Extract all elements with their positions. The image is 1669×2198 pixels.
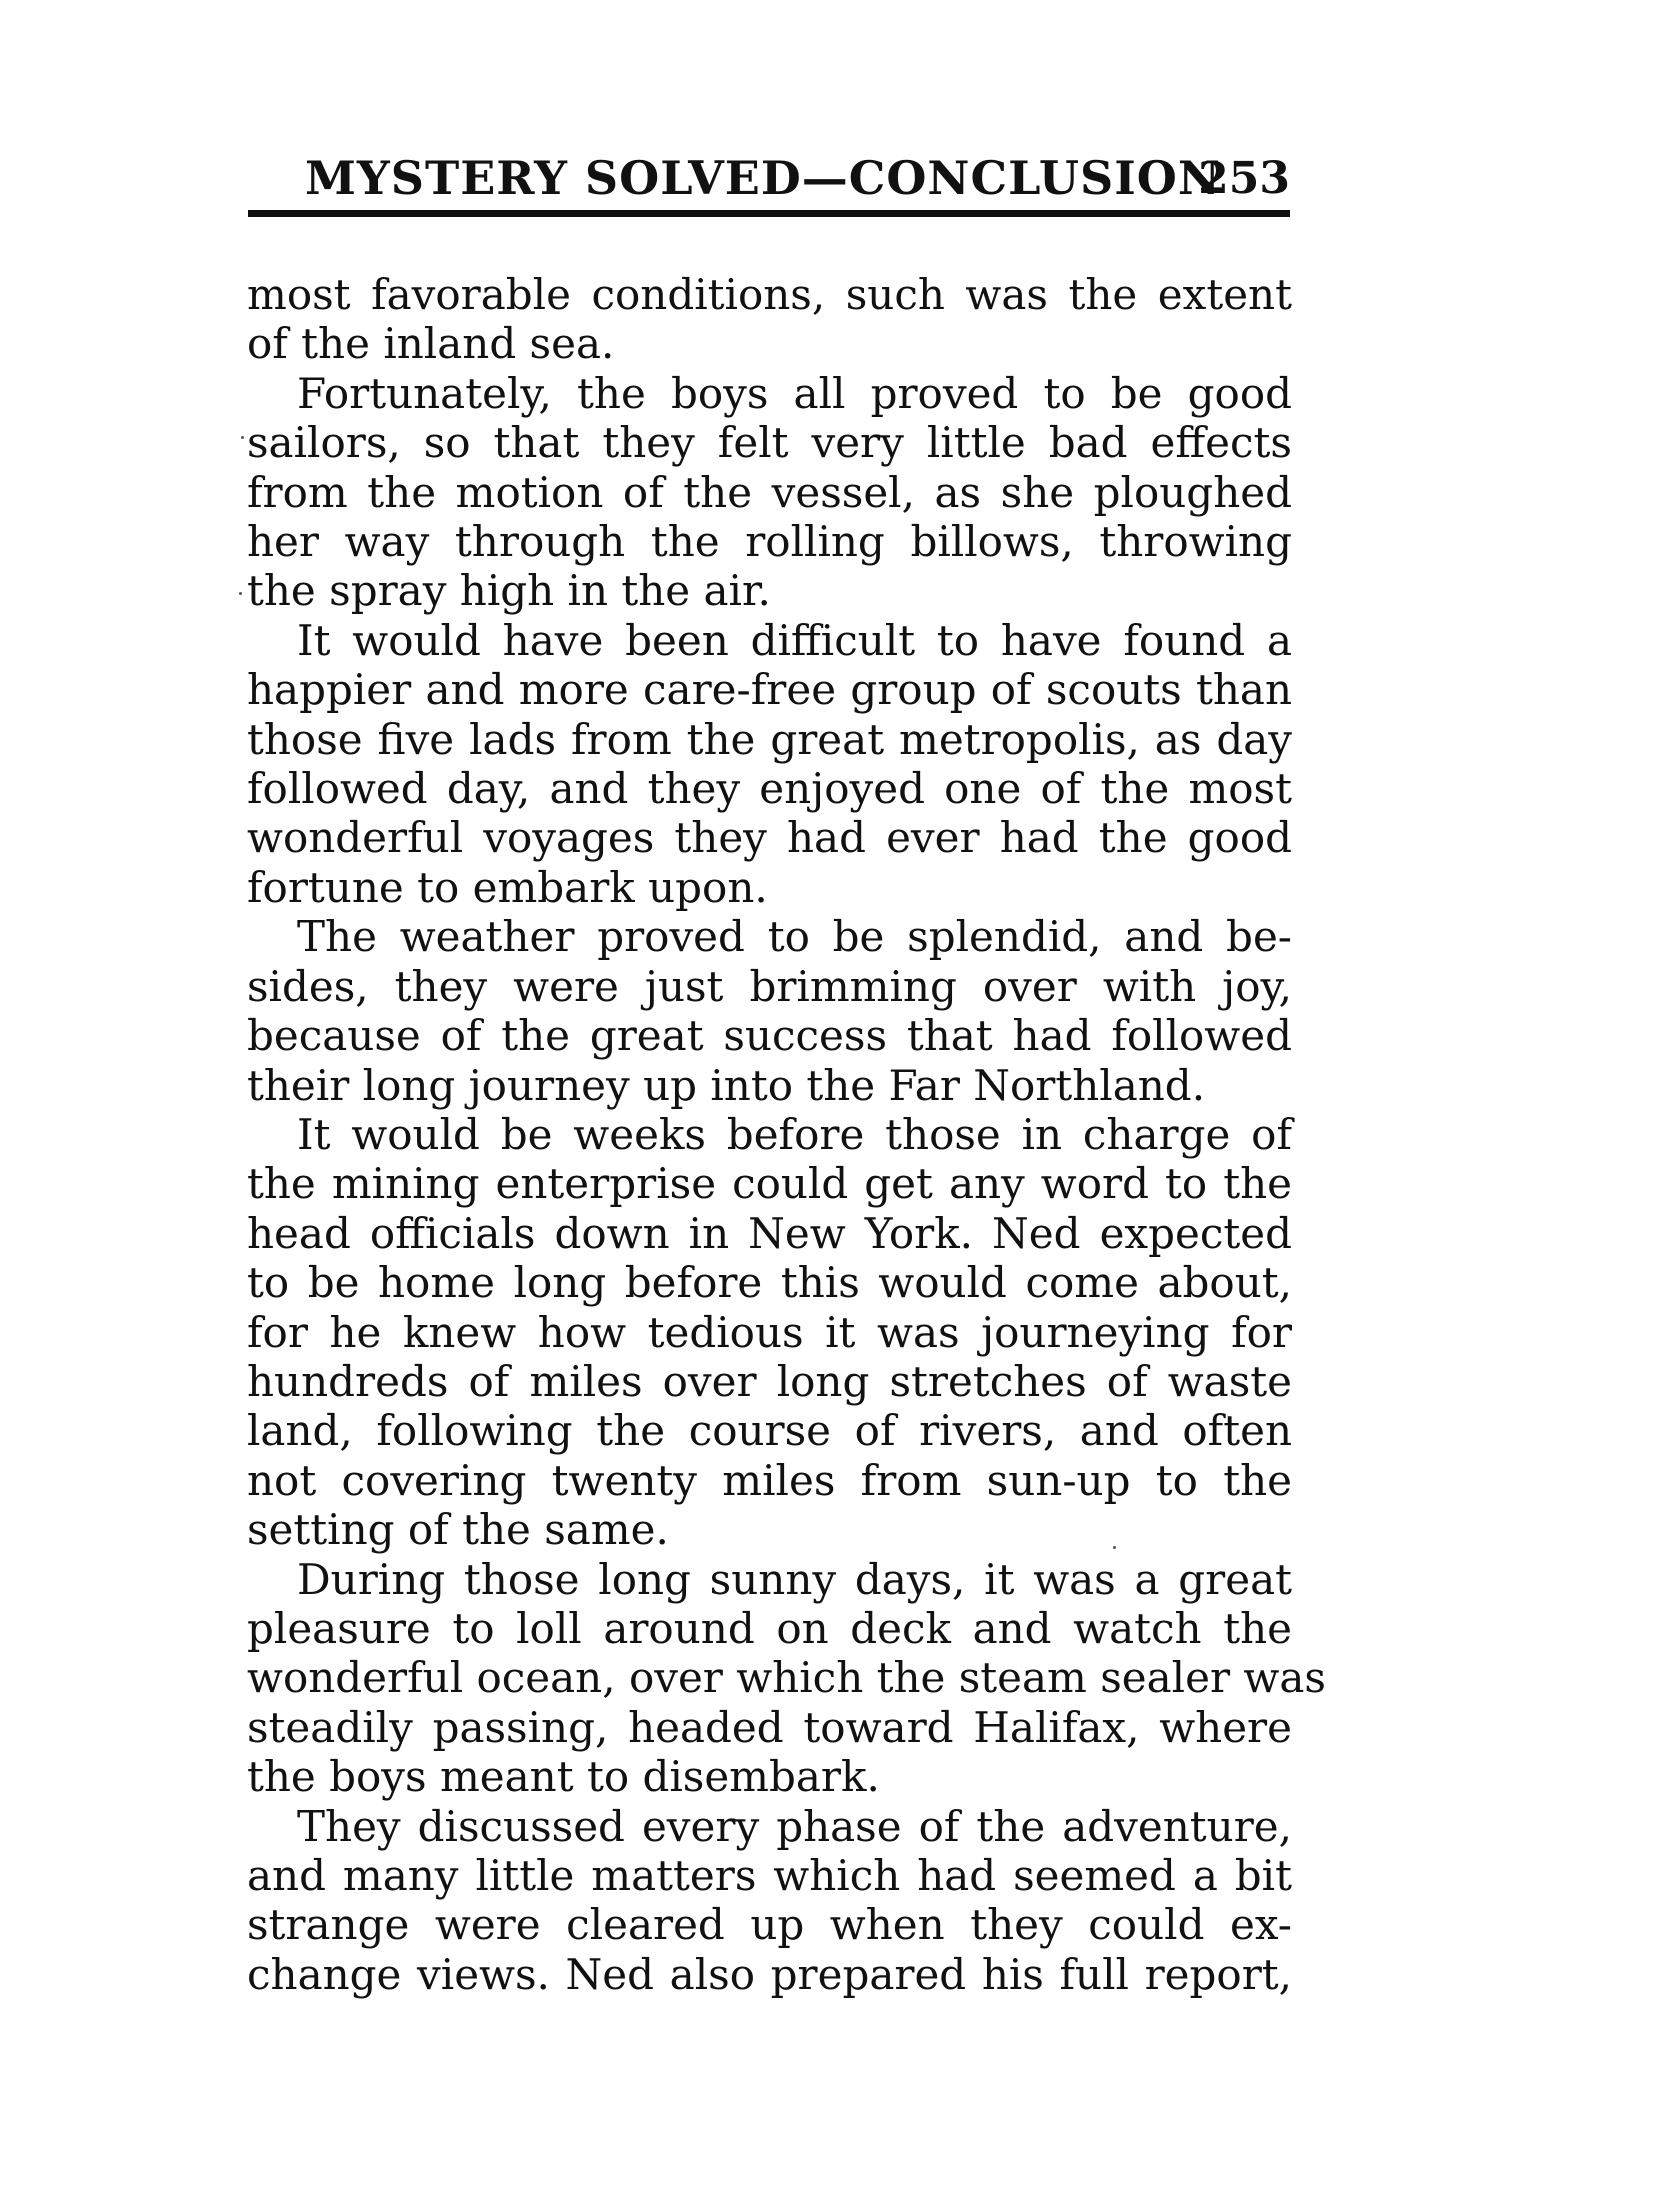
text-line: the mining enterprise could get any word to the	[247, 1159, 1292, 1209]
text-line: to be home long before this would come about,	[247, 1258, 1292, 1308]
text-line: setting of the same.	[247, 1505, 669, 1555]
running-head	[245, 145, 1290, 215]
text-line: During those long sunny days, it was a great	[297, 1554, 1292, 1604]
text-line: fortune to embark upon.	[247, 862, 768, 912]
text-line: Fortunately, the boys all proved to be good	[297, 368, 1292, 418]
text-line: of the inland sea.	[247, 319, 615, 369]
running-title: MYSTERY SOLVED—CONCLUSION	[305, 151, 1221, 205]
scan-speck	[241, 436, 244, 439]
text-line: not covering twenty miles from sun-up to the	[247, 1455, 1292, 1505]
text-line: land, following the course of rivers, and often	[247, 1406, 1292, 1456]
text-line: those five lads from the great metropolis, as day	[247, 714, 1292, 764]
text-line: because of the great success that had followed	[247, 1011, 1292, 1061]
text-line: pleasure to loll around on deck and watch the	[247, 1603, 1292, 1653]
text-line: happier and more care-free group of scouts than	[247, 665, 1292, 715]
paragraph	[247, 616, 1292, 912]
paragraph	[247, 369, 1292, 616]
text-line: the spray high in the air.	[247, 566, 771, 616]
paragraph	[247, 912, 1292, 1110]
text-line: They discussed every phase of the adventure,	[297, 1801, 1292, 1851]
paragraph	[247, 1554, 1326, 1802]
paragraph	[247, 270, 1292, 369]
header-rule	[248, 210, 1290, 217]
text-line: head officials down in New York. Ned expected	[247, 1208, 1292, 1258]
text-line: sides, they were just brimming over with joy,	[247, 961, 1292, 1011]
text-line: their long journey up into the Far Northland.	[247, 1060, 1206, 1110]
text-line: and many little matters which had seemed a bit	[247, 1851, 1292, 1900]
text-line: for he knew how tedious it was journeying for	[247, 1307, 1292, 1357]
text-line: It would have been difficult to have found a	[297, 615, 1292, 665]
text-line: hundreds of miles over long stretches of waste	[247, 1356, 1292, 1406]
text-line: followed day, and they enjoyed one of the most	[247, 764, 1292, 814]
text-line: strange were cleared up when they could ex-	[247, 1900, 1292, 1950]
text-line: change views. Ned also prepared his full report,	[247, 1949, 1292, 1999]
page-number: 253	[1198, 153, 1290, 204]
text-line: steadily passing, headed toward Halifax, where	[247, 1702, 1292, 1752]
paragraph	[247, 1110, 1292, 1555]
text-line: the boys meant to disembark.	[247, 1752, 880, 1802]
scan-speck	[239, 592, 242, 595]
text-line: wonderful voyages they had ever had the good	[247, 813, 1292, 863]
text-line: The weather proved to be splendid, and be-	[297, 912, 1292, 962]
text-line: It would be weeks before those in charge of	[297, 1109, 1292, 1159]
text-line: from the motion of the vessel, as she ploughed	[247, 467, 1292, 517]
text-line: wonderful ocean, over which the steam sealer was	[247, 1653, 1326, 1703]
scan-speck	[1113, 1546, 1116, 1549]
paragraph	[247, 1802, 1292, 2000]
text-line: most favorable conditions, such was the extent	[247, 270, 1292, 319]
body-text	[247, 270, 1326, 1999]
text-line: sailors, so that they felt very little bad effects	[247, 418, 1292, 468]
text-line: her way through the rolling billows, throwing	[247, 517, 1292, 567]
